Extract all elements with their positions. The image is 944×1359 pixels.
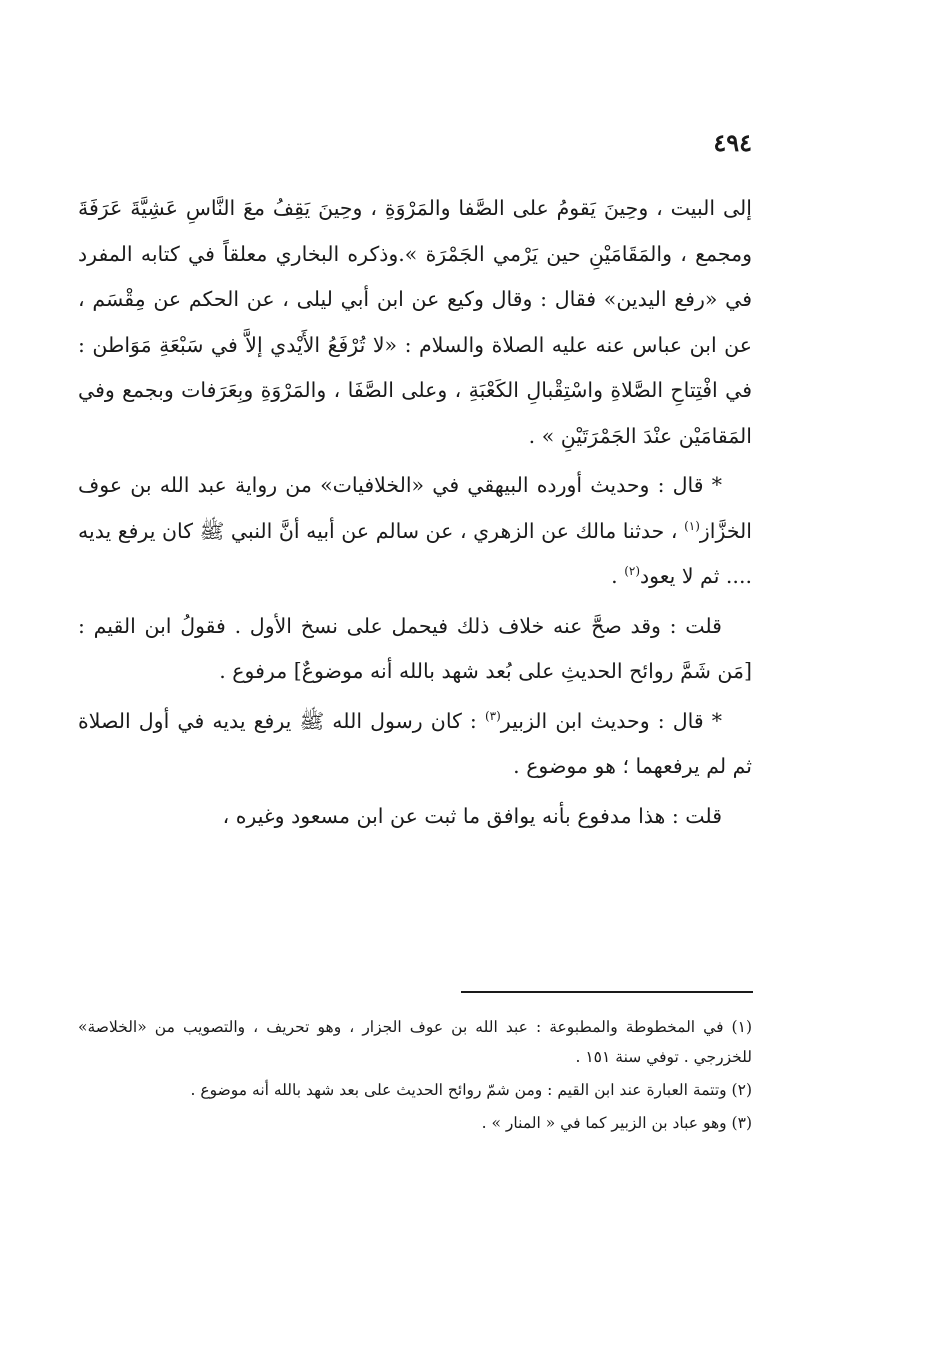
footnote-3: (٣) وهو عباد بن الزبير كما في « المنار » . (481, 1114, 752, 1132)
footnote-separator (461, 991, 753, 993)
footnotes (78, 1012, 752, 1141)
paragraph-5: قلت : هذا مدفوع بأنه يوافق ما ثبت عن ابن مسعود وغيره ، (222, 803, 722, 828)
footnote-marker-3[interactable]: (٣) (484, 708, 501, 723)
paragraph-2: * قال : وحديث أورده البيهقي في «الخلافيات» من رواية عبد الله بن عوف الخزَّاز$^{(١)}$ ، حدثنا مالك عن الزهري ، عن سالم عن أبيه أنَّ النبي ﷺ كان يرفع يديه .... ثم لا يعود$^{(٢)}$ . (78, 473, 752, 588)
paragraph-3: قلت : وقد صحَّ عنه خلاف ذلك فيحمل على نسخ الأول . فقولُ ابن القيم : [مَن شَمَّ روائح الحديثِ على بُعد شهد بالله أنه موضوعٌ] مرفوع . (78, 613, 752, 683)
footnote-marker-1[interactable]: (١) (684, 518, 700, 533)
footnote-marker-2[interactable]: (٢) (624, 564, 641, 579)
footnote-2: (٢) وتتمة العبارة عند ابن القيم : ومن شمّ روائح الحديث على بعد شهد بالله أنه موضوع . (190, 1081, 752, 1099)
footnote-1: (١) في المخطوطة والمطبوعة : عبد الله بن عوف الجزار ، وهو تحريف ، والتصويب من «الخلاصة» للخزرجي . توفي سنة ١٥١ . (78, 1018, 752, 1066)
paragraph-1: إلى البيت ، وحِينَ يَقومُ على الصَّفا والمَرْوَةِ ، وحِينَ يَقِفُ معَ النَّاسِ عَشِيَّةَ عَرَفَةَ ومجمع ، والمَقَامَيْنِ حين يَرْمي الجَمْرَة ».وذكره البخاري معلقاً في كتابه المفرد في «رفع اليدين» فقال : وقال وكيع عن ابن أبي ليلى ، عن الحكم عن مِقْسَم ، عن ابن عباس عنه عليه الصلاة والسلام : «لا تُرْفَعُ الأَيْدي إلاَّ في سَبْعَةِ مَوَاطن : في افْتِتاحِ الصَّلاةِ واسْتِقْبالِ الكَعْبَةِ ، وعلى الصَّفَا ، والمَرْوَةِ وبِعَرَفات وبجمع وفي المَقامَيْن عنْدَ الجَمْرَتَيْنِ » . (78, 196, 752, 448)
paragraph-4: * قال : وحديث ابن الزبير$^{(٣)}$ : كان رسول الله ﷺ يرفع يديه في أول الصلاة ثم لم يرفعهما ؛ هو موضوع . (78, 708, 752, 778)
page-number: ٤٩٤ (713, 128, 752, 157)
main-text (78, 186, 752, 843)
